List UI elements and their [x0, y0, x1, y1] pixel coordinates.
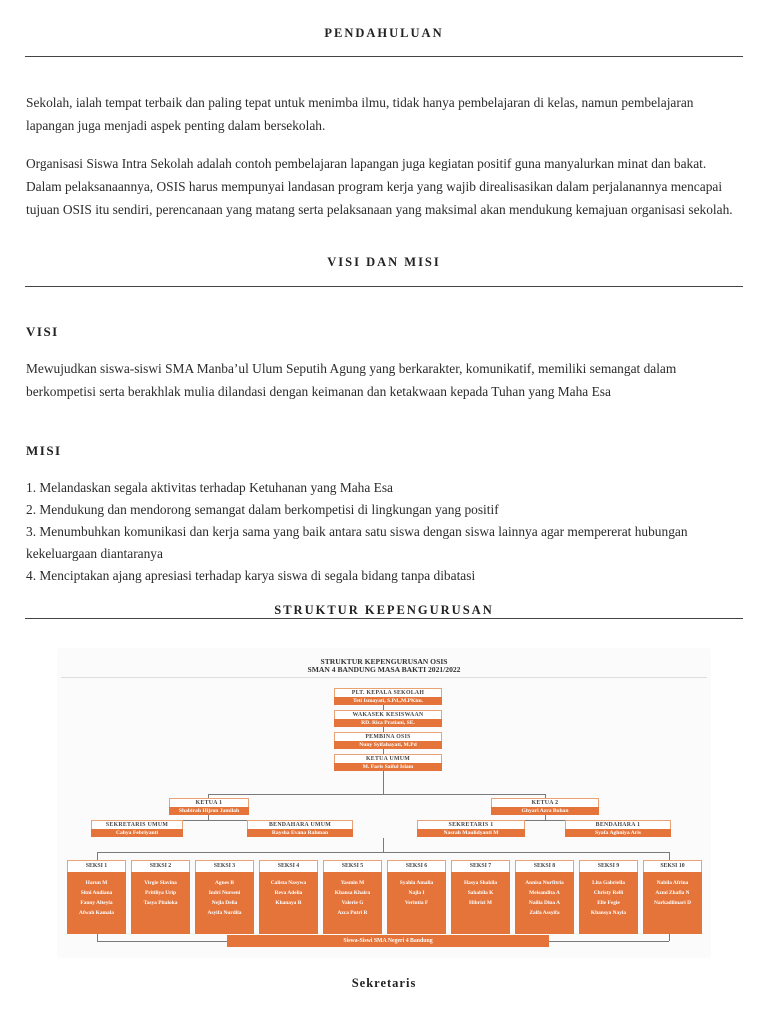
role-label: KETUA 1	[169, 798, 249, 807]
box-ketua-2	[491, 798, 599, 815]
seksi-members	[451, 872, 510, 934]
member-name: Hasya Shakila	[463, 880, 498, 886]
member-name: Sitni Andiana	[80, 890, 113, 896]
member-name: Harun M	[85, 880, 108, 886]
misi-item: 2. Mendukung dan mendorong semangat dalam berkompetisi di lingkungan yang positif	[26, 502, 499, 517]
member-name: Nejla Delia	[211, 900, 238, 906]
pendahuluan-paragraph-2: Organisasi Siswa Intra Sekolah adalah contoh pembelajaran lapangan juga kegiatan positif guna manyalurkan minat dan bakat. Dalam pelaksanaannya, OSIS harus mempunyai landasan program kerja yang wajib direalisasikan dalam perjalanannya mencapai tujuan OSIS itu sendiri, perencanaan yang matang serta pelaksanaan yang maksimal akan mendukung kemajuan organisasi sekolah.	[26, 156, 733, 217]
box-wakasek	[334, 710, 442, 727]
person-name: Ghyari Azra Bohan	[491, 807, 599, 815]
member-name: Khansya Nayla	[590, 910, 627, 916]
seksi-members	[195, 872, 254, 934]
member-name: Annisa Nurfitria	[525, 880, 564, 886]
seksi-members	[131, 872, 190, 934]
person-name: Raysha Evana Rahman	[247, 829, 353, 837]
role-label: PLT. KEPALA SEKOLAH	[334, 688, 442, 697]
seksi-title: SEKSI 3	[195, 860, 254, 872]
misi-item: 3. Menumbuhkan komunikasi dan kerja sama yang baik antara satu siswa dengan siswa lainnya agar mempererat hubungan kekeluargaan diantaranya	[26, 524, 688, 561]
role-label: PEMBINA OSIS	[334, 732, 442, 741]
misi-label: MISI	[26, 443, 62, 458]
person-name: Nuny Syifahayati, M.Pd	[334, 741, 442, 749]
connector-ketua	[208, 794, 546, 795]
box-ketua-umum	[334, 754, 442, 771]
box-sekretaris-umum	[91, 820, 183, 837]
member-name: Pritiliya Urip	[145, 890, 176, 896]
heading-sekretaris: Sekretaris	[351, 976, 417, 990]
seksi-7	[451, 860, 510, 934]
seksi-4	[259, 860, 318, 934]
member-name: Nailia Dina A	[528, 900, 561, 906]
member-name: Asyifa Nurdila	[207, 910, 242, 916]
box-bendahara-1	[565, 820, 671, 837]
divider-3	[25, 618, 743, 619]
member-name: Yasmin M	[340, 880, 365, 886]
seksi-members	[643, 872, 702, 934]
heading-struktur: STRUKTUR KEPENGURUSAN	[274, 603, 494, 617]
seksi-6	[387, 860, 446, 934]
member-name: Lita Gabriella	[592, 880, 625, 886]
seksi-10	[643, 860, 702, 934]
member-name: Hibrizi M	[469, 900, 492, 906]
box-bendahara-umum	[247, 820, 353, 837]
seksi-title: SEKSI 10	[643, 860, 702, 872]
member-name: Syahla Amalia	[399, 880, 434, 886]
pendahuluan-paragraph-1: Sekolah, ialah tempat terbaik dan paling tepat untuk menimba ilmu, tidak hanya pembelajaran di kelas, namun pembelajaran lapangan juga menjadi aspek penting dalam bersekolah.	[26, 95, 694, 133]
role-label: SEKRETARIS 1	[417, 820, 525, 829]
footer-box-siswa: Siswa-Siswi SMA Negeri 4 Bandung	[227, 935, 549, 947]
role-label: KETUA UMUM	[334, 754, 442, 763]
seksi-members	[67, 872, 126, 934]
seksi-title: SEKSI 5	[323, 860, 382, 872]
person-name: Shabirah Hijron Jamilah	[169, 807, 249, 815]
member-name: Reva Adelia	[274, 890, 303, 896]
person-name: Nasrah Maulidyanti M	[417, 829, 525, 837]
member-name: Azmi Zhafla N	[655, 890, 690, 896]
member-name: Azca Putri R	[337, 910, 368, 916]
seksi-title: SEKSI 8	[515, 860, 574, 872]
misi-item: 4. Menciptakan ajang apresiasi terhadap karya siswa di segala bidang tanpa dibatasi	[26, 568, 476, 583]
member-name: Najla I	[408, 890, 425, 896]
person-name: M. Faris Saiful Islam	[334, 763, 442, 771]
connector-footer-left	[97, 934, 98, 941]
member-name: Christy Relli	[593, 890, 624, 896]
person-name: RD. Rica Pratiani, SE.	[334, 719, 442, 727]
connector-seksi-left	[97, 852, 98, 860]
seksi-3	[195, 860, 254, 934]
seksi-title: SEKSI 1	[67, 860, 126, 872]
member-name: Elle Fegie	[597, 900, 620, 906]
seksi-members	[515, 872, 574, 934]
box-sekretaris-1	[417, 820, 525, 837]
role-label: SEKRETARIS UMUM	[91, 820, 183, 829]
person-name: Cahya Febriyanti	[91, 829, 183, 837]
member-name: Zalfa Assyifa	[529, 910, 560, 916]
connector-seksi-row	[97, 852, 669, 853]
misi-list	[26, 477, 742, 587]
person-name: Teti Ismayati, S.Pd.,M.PKim.	[334, 697, 442, 705]
member-name: Sahabila K	[467, 890, 494, 896]
member-name: Fanny Alteyia	[80, 900, 113, 906]
visi-label: VISI	[26, 324, 59, 339]
member-name: Narkadilmari D	[654, 900, 691, 906]
member-name: Khansa Khaira	[334, 890, 371, 896]
connector-to-seksi	[383, 838, 384, 852]
person-name: Syafa Aghniya Aris	[565, 829, 671, 837]
role-label: KETUA 2	[491, 798, 599, 807]
seksi-members	[579, 872, 638, 934]
seksi-5	[323, 860, 382, 934]
seksi-9	[579, 860, 638, 934]
member-name: Verintia F	[404, 900, 429, 906]
misi-item: 1. Melandaskan segala aktivitas terhadap Ketuhanan yang Maha Esa	[26, 480, 393, 495]
member-name: Tasya Pitaloka	[143, 900, 178, 906]
role-label: WAKASEK KESISWAAN	[334, 710, 442, 719]
role-label: BENDAHARA 1	[565, 820, 671, 829]
box-kepala-sekolah	[334, 688, 442, 705]
visi-text: Mewujudkan siswa-siswi SMA Manba’ul Ulum Seputih Agung yang berkarakter, komunikatif, memiliki semangat dalam berkompetisi serta berakhlak mulia dilandasi dengan keimanan dan ketakwaan kepada Tuhan yang Maha Esa	[26, 361, 677, 399]
member-name: Virgie Slavina	[144, 880, 177, 886]
seksi-title: SEKSI 7	[451, 860, 510, 872]
member-name: Agnes B	[214, 880, 235, 886]
seksi-title: SEKSI 9	[579, 860, 638, 872]
chart-title-divider	[61, 677, 707, 678]
member-name: Khanaya R	[275, 900, 302, 906]
member-name: Afwah Kamala	[79, 910, 114, 916]
member-name: Nabila Afrina	[656, 880, 689, 886]
divider-2	[25, 286, 743, 287]
member-name: Valerie G	[341, 900, 364, 906]
org-chart-title: STRUKTUR KEPENGURUSAN OSIS	[320, 657, 448, 666]
seksi-2	[131, 860, 190, 934]
member-name: Meisandita A	[529, 890, 560, 896]
seksi-title: SEKSI 2	[131, 860, 190, 872]
divider-1	[25, 56, 743, 57]
seksi-members	[387, 872, 446, 934]
seksi-8	[515, 860, 574, 934]
heading-pendahuluan: PENDAHULUAN	[324, 26, 444, 40]
org-chart-subtitle: SMAN 4 BANDUNG MASA BAKTI 2021/2022	[307, 665, 461, 674]
seksi-title: SEKSI 4	[259, 860, 318, 872]
org-chart	[57, 648, 711, 958]
role-label: BENDAHARA UMUM	[247, 820, 353, 829]
member-name: Indri Nurseni	[208, 890, 241, 896]
seksi-members	[259, 872, 318, 934]
connector-seksi-right	[669, 852, 670, 860]
seksi-1	[67, 860, 126, 934]
connector-footer-right	[669, 934, 670, 941]
heading-visi-misi: VISI DAN MISI	[327, 255, 441, 269]
member-name: Calista Nasywa	[270, 880, 307, 886]
box-pembina	[334, 732, 442, 749]
seksi-members	[323, 872, 382, 934]
box-ketua-1	[169, 798, 249, 815]
seksi-title: SEKSI 6	[387, 860, 446, 872]
